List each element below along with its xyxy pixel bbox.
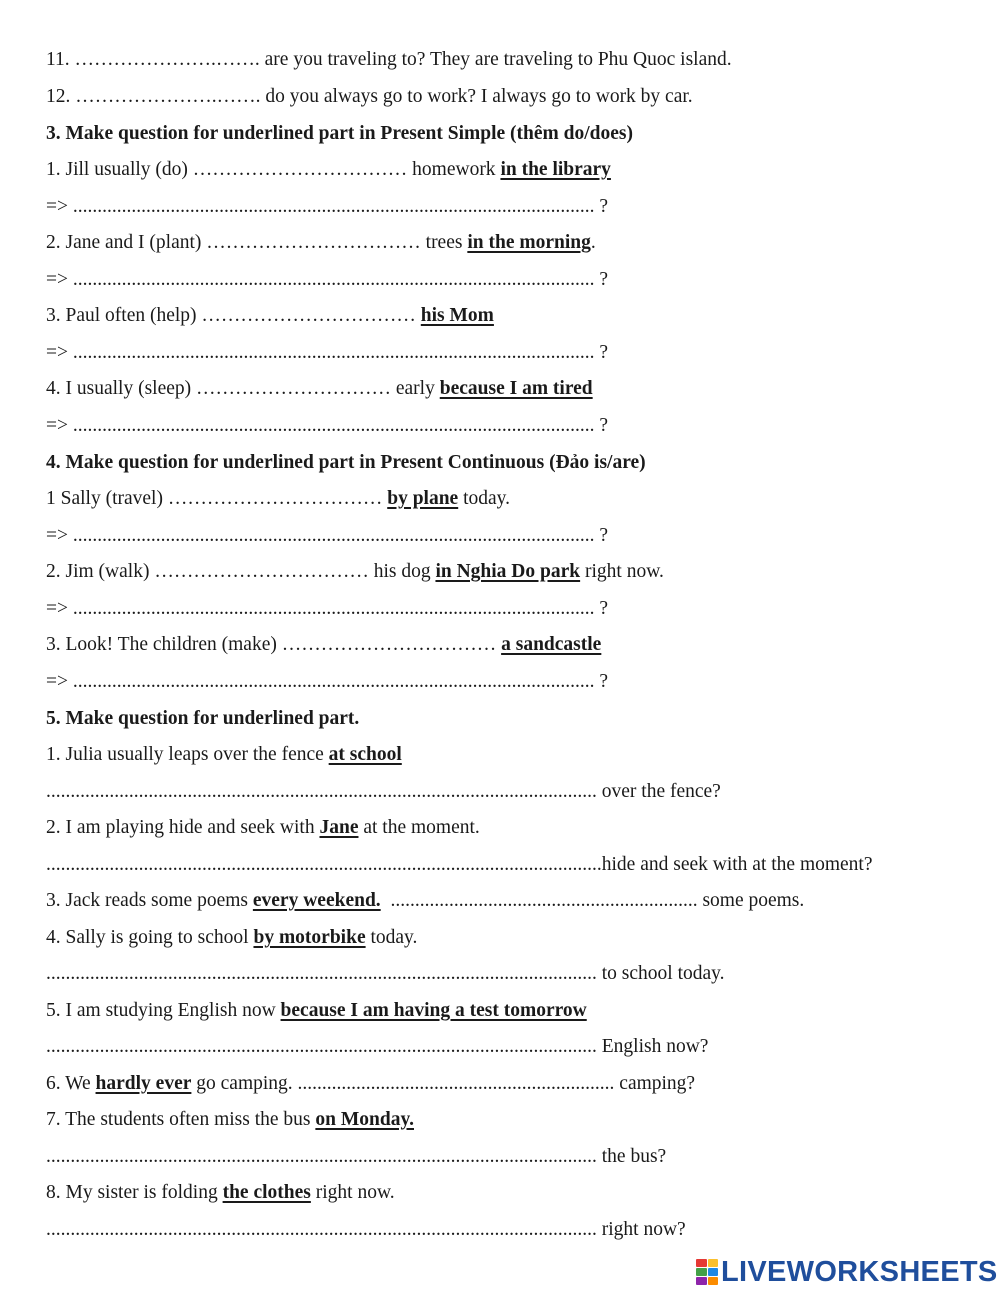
line-text: 2. I am playing hide and seek with [46, 817, 320, 838]
worksheet-line [46, 489, 510, 509]
worksheet-line [46, 891, 804, 911]
logo-block [708, 1268, 719, 1276]
worksheet-line [46, 50, 732, 70]
underlined-answer-part: by motorbike [253, 927, 366, 948]
line-text: ................................................................................................................. the bus? [46, 1146, 667, 1167]
line-text: ............................................................... some poems. [380, 890, 805, 911]
line-text: => ........................................................................................................... ? [46, 598, 609, 619]
line-text: ................................................................................................................. English now? [46, 1036, 709, 1057]
line-text: => ........................................................................................................... ? [46, 671, 609, 692]
line-text: => ........................................................................................................... ? [46, 342, 609, 363]
line-text: => ........................................................................................................... ? [46, 415, 609, 436]
line-text: 1. Jill usually (do) …………………………… homework [46, 159, 501, 180]
underlined-answer-part: every weekend. [252, 890, 381, 911]
worksheet-line [46, 855, 873, 875]
worksheet-line [46, 964, 725, 984]
underlined-answer-part: at school [328, 744, 402, 765]
worksheet-line [46, 87, 693, 107]
worksheet-line [46, 270, 608, 290]
line-text: ................................................................................................................. over the fence? [46, 781, 721, 802]
worksheet-line [46, 818, 480, 838]
logo-block [696, 1268, 707, 1276]
line-text: right now. [310, 1182, 395, 1203]
line-text: go camping. ................................................................. camping? [191, 1073, 696, 1094]
worksheet-line [46, 745, 402, 765]
line-text: 1. Julia usually leaps over the fence [46, 744, 329, 765]
line-text: 3. Jack reads some poems [46, 890, 253, 911]
underlined-answer-part: because I am tired [439, 378, 593, 399]
worksheet-line [46, 526, 608, 546]
worksheet-line [46, 672, 608, 692]
underlined-answer-part: Jane [319, 817, 359, 838]
line-text: 1 Sally (travel) …………………………… [46, 488, 388, 509]
underlined-answer-part: the clothes [222, 1182, 311, 1203]
line-text: right now. [580, 561, 664, 582]
worksheet-line [46, 635, 601, 655]
line-text: 4. I usually (sleep) ………………………… early [46, 378, 440, 399]
line-text: 12. ………………….……. do you always go to work? I always go to work by car. [46, 86, 693, 107]
underlined-answer-part: because I am having a test tomorrow [280, 1000, 587, 1021]
underlined-answer-part: hardly ever [95, 1073, 192, 1094]
line-text: 5. Make question for underlined part. [46, 708, 360, 729]
line-text: 7. The students often miss the bus [46, 1109, 316, 1130]
line-text: 4. Sally is going to school [46, 927, 254, 948]
worksheet-line [46, 160, 611, 180]
worksheet-line [46, 782, 721, 802]
underlined-answer-part: a sandcastle [501, 634, 602, 655]
liveworksheets-logo [696, 1257, 998, 1287]
line-text: ................................................................................................................. right now? [46, 1219, 686, 1240]
underlined-answer-part: in the library [500, 159, 611, 180]
worksheet-line [46, 1220, 686, 1240]
line-text: 11. ………………….……. are you traveling to? They are traveling to Phu Quoc island. [46, 49, 732, 70]
underlined-answer-part: his Mom [420, 305, 494, 326]
worksheet-line [46, 928, 417, 948]
line-text: 8. My sister is folding [46, 1182, 223, 1203]
logo-block [696, 1277, 707, 1285]
worksheet-line [46, 343, 608, 363]
logo-block [708, 1277, 719, 1285]
logo-block [696, 1259, 707, 1267]
underlined-answer-part: on Monday. [315, 1109, 414, 1130]
line-text: 2. Jim (walk) …………………………… his dog [46, 561, 436, 582]
line-text: ..................................................................................................................hide and seek with at the moment? [46, 854, 873, 875]
worksheet-line [46, 416, 608, 436]
worksheet-line [46, 562, 664, 582]
line-text: today. [365, 927, 418, 948]
line-text: at the moment. [358, 817, 480, 838]
logo-text: LIVEWORKSHEETS [721, 1255, 998, 1288]
worksheet-line [46, 233, 596, 253]
worksheet-line [46, 1147, 666, 1167]
worksheet-line [46, 1001, 587, 1021]
line-text: 3. Make question for underlined part in Present Simple (thêm do/does) [46, 123, 633, 144]
line-text: 3. Look! The children (make) …………………………… [46, 634, 502, 655]
worksheet-line [46, 379, 593, 399]
line-text: 5. I am studying English now [46, 1000, 281, 1021]
worksheet-line [46, 1074, 695, 1094]
worksheet-line [46, 306, 494, 326]
worksheet-line [46, 197, 608, 217]
section-heading [46, 453, 646, 473]
line-text: => ........................................................................................................... ? [46, 269, 609, 290]
worksheet-line [46, 599, 608, 619]
line-text: ................................................................................................................. to school today. [46, 963, 725, 984]
line-text: . [590, 232, 596, 253]
underlined-answer-part: by plane [387, 488, 459, 509]
worksheet-line [46, 1037, 708, 1057]
line-text: => ........................................................................................................... ? [46, 196, 609, 217]
worksheet-line [46, 1110, 414, 1130]
section-heading [46, 124, 633, 144]
line-text: 6. We [46, 1073, 96, 1094]
line-text: 2. Jane and I (plant) …………………………… trees [46, 232, 468, 253]
underlined-answer-part: in the morning [467, 232, 591, 253]
line-text: 3. Paul often (help) …………………………… [46, 305, 421, 326]
logo-block [708, 1259, 719, 1267]
line-text: 4. Make question for underlined part in Present Continuous (Đảo is/are) [46, 452, 646, 473]
underlined-answer-part: in Nghia Do park [435, 561, 581, 582]
line-text: today. [458, 488, 511, 509]
liveworksheets-logo-icon [696, 1259, 718, 1285]
worksheet-line [46, 1183, 395, 1203]
line-text: => ........................................................................................................... ? [46, 525, 609, 546]
section-heading [46, 709, 359, 729]
